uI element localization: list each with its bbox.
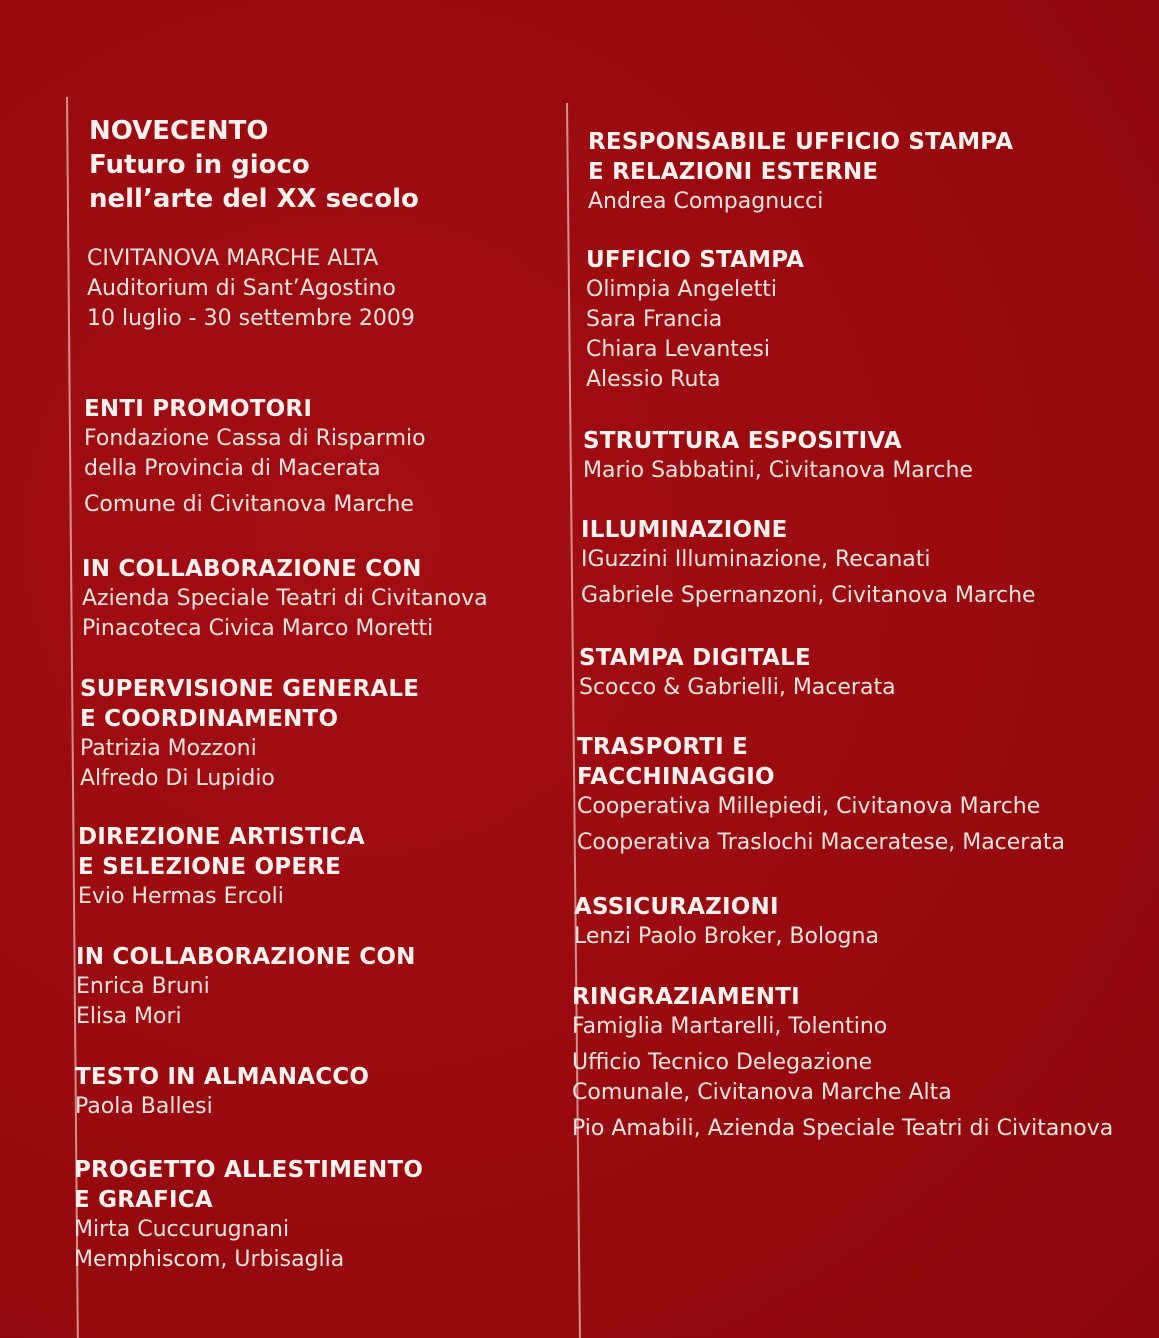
- ufficio-stampa-section: [586, 245, 804, 395]
- section-heading: ILLUMINAZIONE: [581, 517, 788, 543]
- credit-line: Elisa Mori: [76, 1004, 182, 1029]
- credit-line: Paola Ballesi: [75, 1094, 213, 1119]
- collaborazione-section-1: [82, 554, 488, 644]
- supervisione-section: [80, 674, 419, 794]
- responsabile-section: [588, 127, 1013, 217]
- stampa-digitale-section: [579, 643, 896, 703]
- illuminazione-section: [581, 515, 1036, 611]
- ringraziamenti-section: [572, 982, 1113, 1144]
- credit-line: Comune di Civitanova Marche: [84, 492, 414, 517]
- venue-line: 10 luglio - 30 settembre 2009: [87, 306, 415, 331]
- section-heading: RESPONSABILE UFFICIO STAMPA: [588, 129, 1014, 155]
- section-heading: IN COLLABORAZIONE CON: [82, 556, 422, 582]
- credit-line: Olimpia Angeletti: [586, 277, 778, 302]
- credit-line: Scocco & Gabrielli, Macerata: [579, 675, 896, 700]
- venue-line: CIVITANOVA MARCHE ALTA: [87, 246, 379, 271]
- section-heading: FACCHINAGGIO: [577, 764, 775, 790]
- direzione-section: [78, 822, 365, 912]
- section-heading: TRASPORTI E: [577, 734, 749, 760]
- credit-line: Comunale, Civitanova Marche Alta: [572, 1080, 952, 1105]
- section-heading: UFFICIO STAMPA: [586, 247, 805, 273]
- section-heading: IN COLLABORAZIONE CON: [76, 944, 416, 970]
- section-heading: TESTO IN ALMANACCO: [75, 1064, 370, 1090]
- credit-line: Cooperativa Traslochi Maceratese, Macerata: [577, 830, 1065, 855]
- venue-line: Auditorium di Sant’Agostino: [87, 276, 396, 301]
- title-line: NOVECENTO: [89, 116, 269, 146]
- credit-line: Enrica Bruni: [76, 974, 210, 999]
- credit-line: Lenzi Paolo Broker, Bologna: [574, 924, 879, 949]
- assicurazioni-section: [574, 892, 879, 952]
- credit-line: Memphiscom, Urbisaglia: [74, 1247, 345, 1272]
- section-heading: DIREZIONE ARTISTICA: [78, 824, 365, 850]
- right-divider-rule: [566, 103, 581, 1338]
- credit-line: Ufficio Tecnico Delegazione: [572, 1050, 873, 1075]
- credit-line: Pinacoteca Civica Marco Moretti: [82, 616, 434, 641]
- testo-section: [75, 1062, 369, 1122]
- section-heading: E COORDINAMENTO: [80, 706, 339, 732]
- struttura-section: [583, 426, 973, 486]
- credit-line: della Provincia di Macerata: [84, 456, 381, 481]
- exhibition-title: [89, 114, 419, 216]
- credit-line: Azienda Speciale Teatri di Civitanova: [82, 586, 488, 611]
- progetto-section: [74, 1155, 423, 1275]
- section-heading: SUPERVISIONE GENERALE: [80, 676, 420, 702]
- collaborazione-section-2: [76, 942, 416, 1032]
- section-heading: E RELAZIONI ESTERNE: [588, 159, 879, 185]
- section-heading: E SELEZIONE OPERE: [78, 854, 342, 880]
- credit-line: Mario Sabbatini, Civitanova Marche: [583, 458, 973, 483]
- credit-line: Patrizia Mozzoni: [80, 736, 257, 761]
- section-heading: PROGETTO ALLESTIMENTO: [74, 1157, 424, 1183]
- section-heading: ASSICURAZIONI: [574, 894, 779, 920]
- credit-line: IGuzzini Illuminazione, Recanati: [581, 547, 931, 572]
- trasporti-section: [577, 732, 1065, 858]
- credit-line: Cooperativa Millepiedi, Civitanova Marche: [577, 794, 1041, 819]
- credit-line: Evio Hermas Ercoli: [78, 884, 284, 909]
- credit-line: Gabriele Spernanzoni, Civitanova Marche: [581, 583, 1036, 608]
- credit-line: Mirta Cuccurugnani: [74, 1217, 290, 1242]
- credit-line: Famiglia Martarelli, Tolentino: [572, 1014, 888, 1039]
- section-heading: E GRAFICA: [74, 1187, 213, 1213]
- credit-line: Alessio Ruta: [586, 367, 721, 392]
- left-divider-rule: [66, 97, 79, 1338]
- venue-info: [87, 244, 415, 334]
- credit-line: Sara Francia: [586, 307, 723, 332]
- enti-promotori-section: [84, 394, 426, 520]
- credit-line: Chiara Levantesi: [586, 337, 771, 362]
- section-heading: ENTI PROMOTORI: [84, 396, 313, 422]
- section-heading: STAMPA DIGITALE: [579, 645, 811, 671]
- section-heading: RINGRAZIAMENTI: [572, 984, 800, 1010]
- credit-line: Andrea Compagnucci: [588, 189, 824, 214]
- section-heading: STRUTTURA ESPOSITIVA: [583, 428, 902, 454]
- credit-line: Pio Amabili, Azienda Speciale Teatri di Civitanova: [572, 1116, 1114, 1141]
- title-line: Futuro in gioco: [89, 150, 310, 180]
- title-line: nell’arte del XX secolo: [89, 184, 419, 214]
- credit-line: Alfredo Di Lupidio: [80, 766, 275, 791]
- credit-line: Fondazione Cassa di Risparmio: [84, 426, 426, 451]
